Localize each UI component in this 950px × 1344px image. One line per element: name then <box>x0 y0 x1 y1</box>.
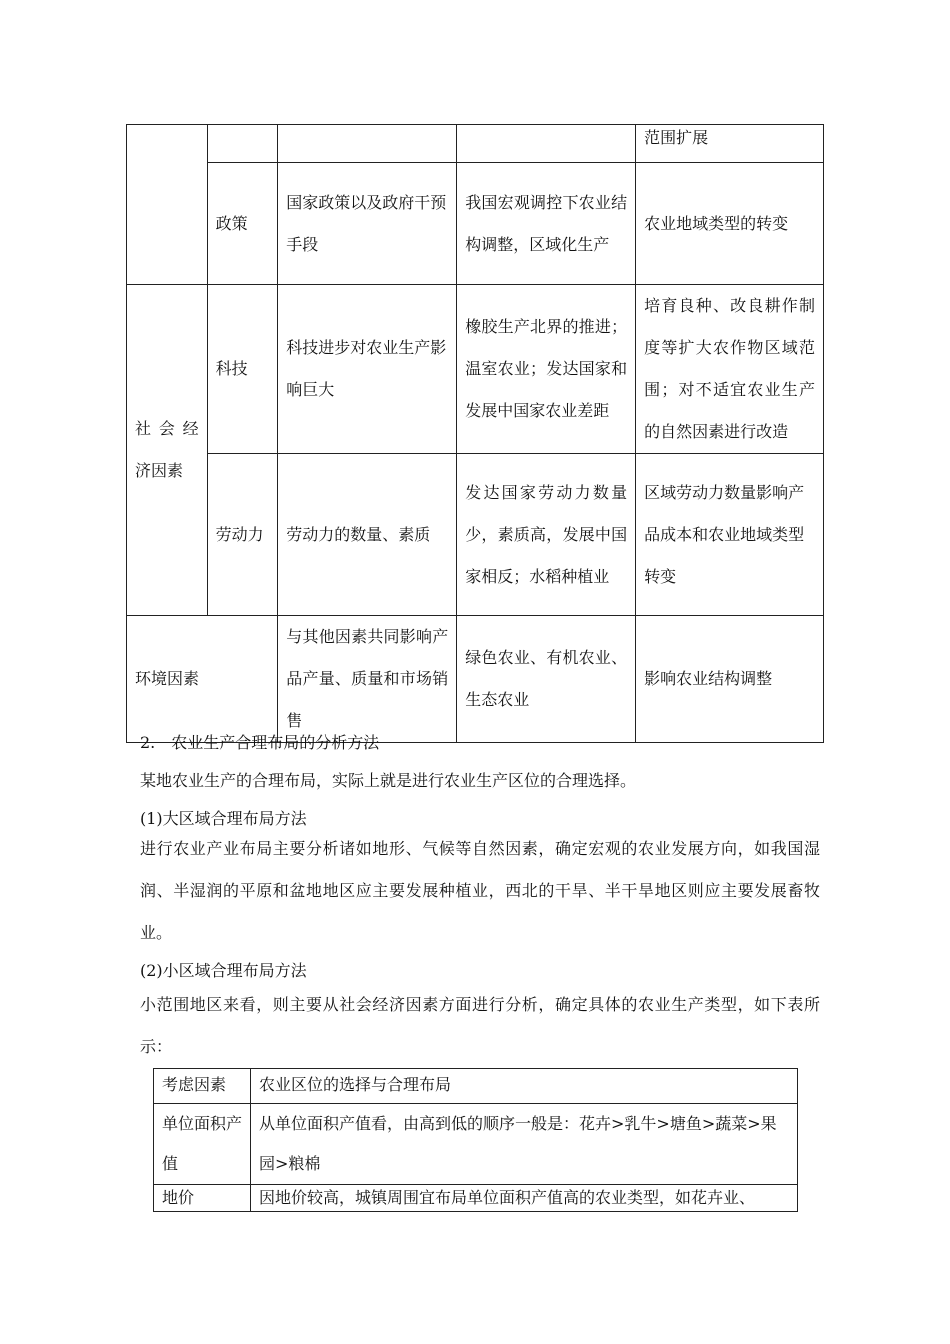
factor-label: 劳动力 <box>207 454 278 616</box>
table-cell: 科技进步对农业生产影响巨大 <box>278 285 457 454</box>
table-row <box>127 454 824 616</box>
table-cell: 区域劳动力数量影响产品成本和农业地域类型转变 <box>636 454 824 616</box>
table-cell <box>127 125 208 285</box>
table-cell: 单位面积产值 <box>154 1104 251 1185</box>
table-cell: 地价 <box>154 1185 251 1212</box>
paragraph: 进行农业产业布局主要分析诸如地形、气候等自然因素，确定宏观的农业发展方向，如我国湿润、半湿润的平原和盆地地区应主要发展种植业，西北的干旱、半干旱地区则应主要发展畜牧业。 <box>140 839 820 942</box>
table-cell: 我国宏观调控下农业结构调整，区域化生产 <box>457 163 636 285</box>
table-cell: 范围扩展 <box>636 125 824 163</box>
table-row <box>127 125 824 163</box>
table-cell <box>207 125 278 163</box>
factor-table <box>126 124 824 743</box>
section-heading: 2. 农业生产合理布局的分析方法 <box>140 733 380 752</box>
table-row <box>127 163 824 285</box>
table-row <box>154 1185 798 1212</box>
subheading: (1)大区域合理布局方法 <box>140 809 307 828</box>
table-cell: 考虑因素 <box>154 1069 251 1104</box>
group-label: 社会经济因素 <box>127 285 208 616</box>
subheading: (2)小区域合理布局方法 <box>140 961 307 980</box>
table-cell: 因地价较高，城镇周围宜布局单位面积产值高的农业类型，如花卉业、 <box>251 1185 798 1212</box>
factor-label: 科技 <box>207 285 278 454</box>
table-cell <box>278 125 457 163</box>
layout-table <box>153 1068 798 1212</box>
table-cell: 培育良种、改良耕作制度等扩大农作物区域范围；对不适宜农业生产的自然因素进行改造 <box>636 285 824 454</box>
paragraph: 某地农业生产的合理布局，实际上就是进行农业生产区位的合理选择。 <box>140 771 637 790</box>
table-cell: 农业区位的选择与合理布局 <box>251 1069 798 1104</box>
table-cell: 从单位面积产值看，由高到低的顺序一般是：花卉>乳牛>塘鱼>蔬菜>果园>粮棉 <box>251 1104 798 1185</box>
table-cell: 发达国家劳动力数量少，素质高，发展中国家相反；水稻种植业 <box>457 454 636 616</box>
table-cell: 国家政策以及政府干预手段 <box>278 163 457 285</box>
paragraph: 小范围地区来看，则主要从社会经济因素方面进行分析，确定具体的农业生产类型，如下表所示： <box>140 995 820 1056</box>
table-cell: 农业地域类型的转变 <box>636 163 824 285</box>
table-row <box>127 285 824 454</box>
table-cell: 绿色农业、有机农业、生态农业 <box>457 616 636 743</box>
table-cell: 与其他因素共同影响产品产量、质量和市场销售 <box>278 616 457 743</box>
factor-label: 政策 <box>207 163 278 285</box>
table-cell: 影响农业结构调整 <box>636 616 824 743</box>
table-cell: 劳动力的数量、素质 <box>278 454 457 616</box>
table-row <box>154 1104 798 1185</box>
table-header-row <box>154 1069 798 1104</box>
table-cell <box>457 125 636 163</box>
factor-label: 环境因素 <box>127 616 278 743</box>
table-cell: 橡胶生产北界的推进；温室农业；发达国家和发展中国家农业差距 <box>457 285 636 454</box>
